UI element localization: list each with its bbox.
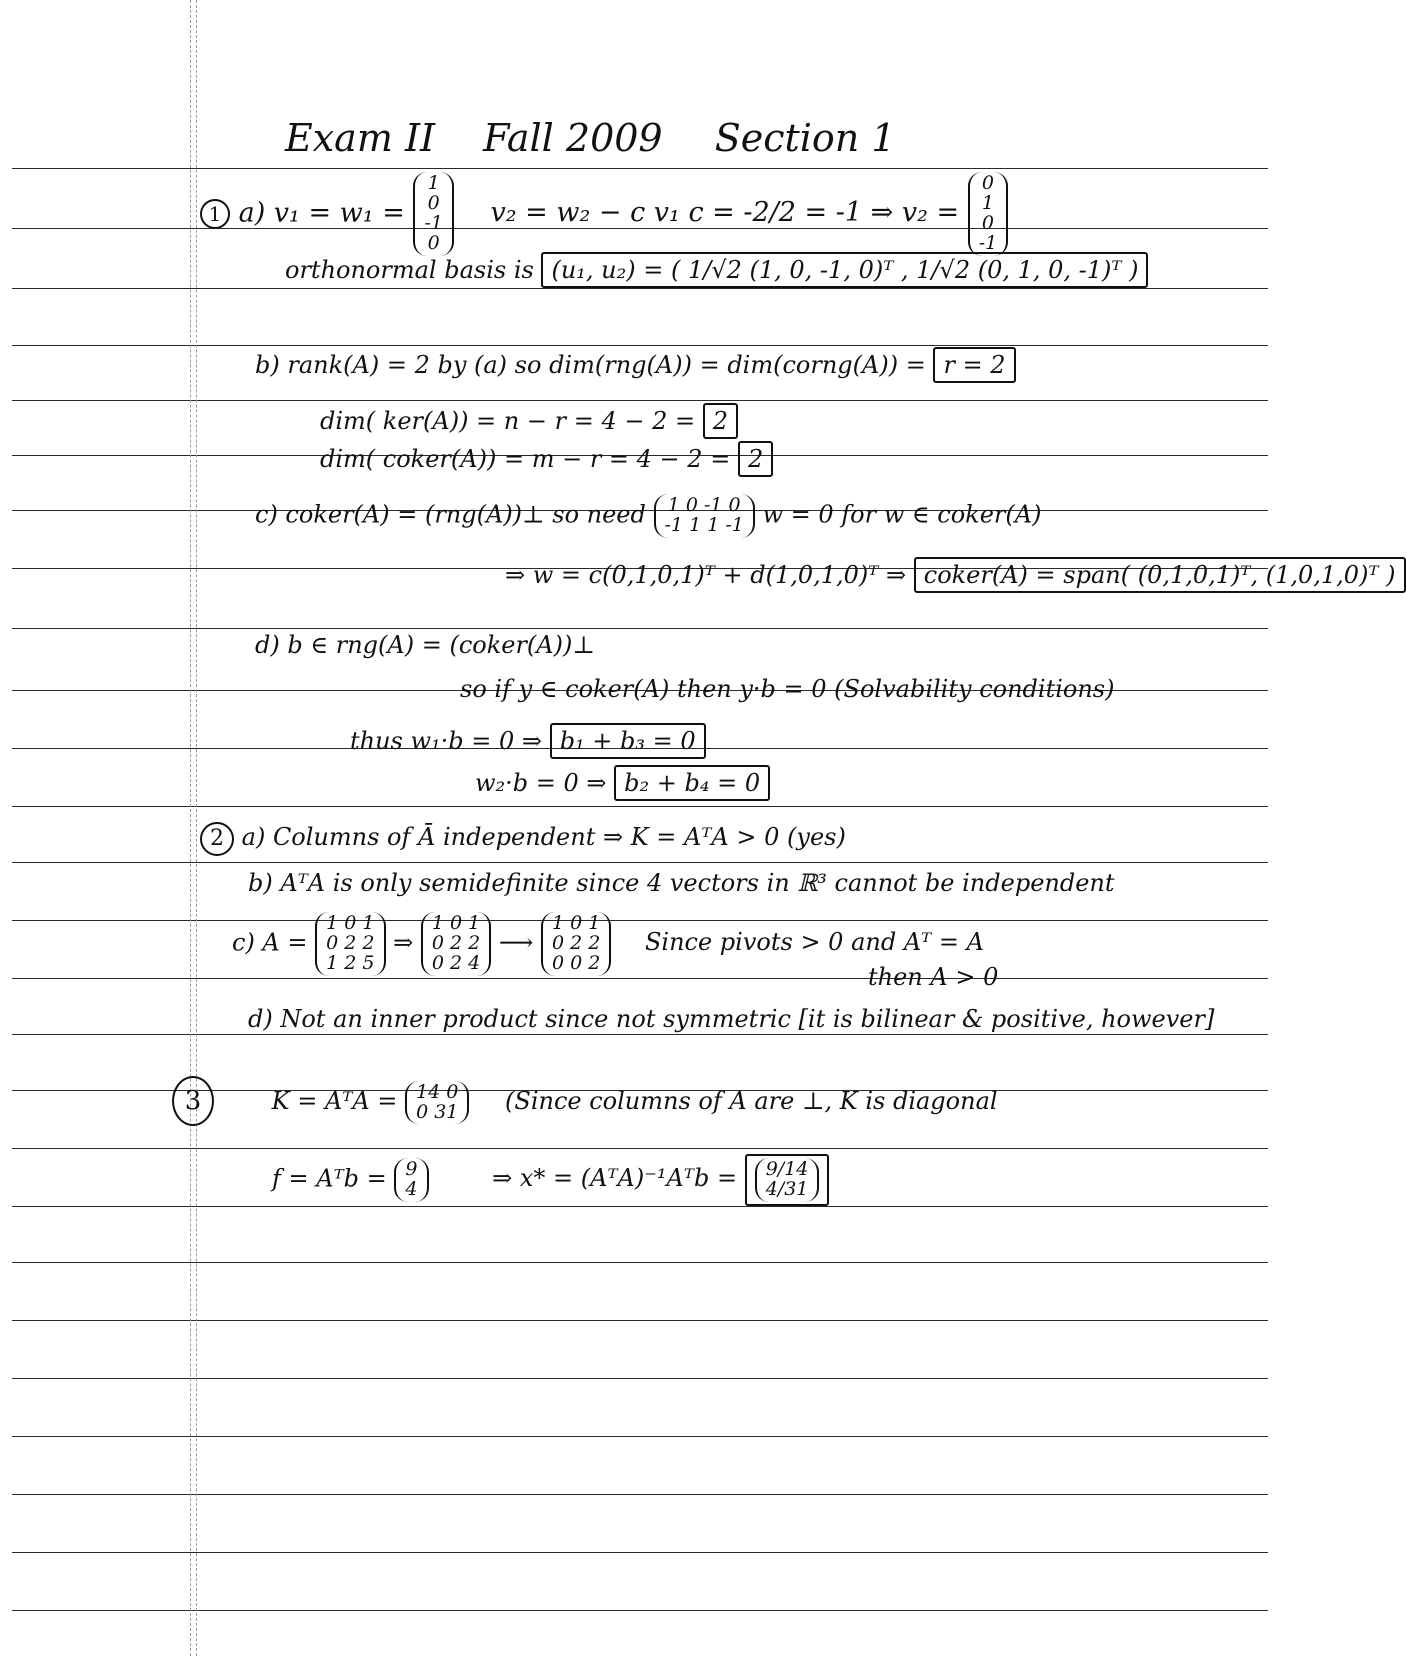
text: so if y ∈ coker(A) then y·b = 0 (Solvability conditions) [460,675,1115,703]
problem-2-part-d [248,1006,1214,1032]
text: K = AᵀA = [271,1087,398,1115]
vector-v2: 0 1 0 -1 [968,172,1009,256]
text: v₂ = w₂ − c v₁ c = -2/2 = -1 ⇒ v₂ = [490,197,960,229]
text: Since pivots > 0 and Aᵀ = A [644,928,984,957]
problem-number: 2 [200,822,234,856]
arrow: ⇒ [393,928,414,957]
problem-1-part-d-line-4 [475,770,770,796]
text: dim( coker(A)) = m − r = 4 − 2 = [320,445,731,473]
text: d) Not an inner product since not symmetric [it is bilinear & positive, however] [248,1005,1215,1033]
rank-answer: r = 2 [933,347,1015,383]
problem-1-part-d-line-2 [460,676,1114,702]
text: orthonormal basis is [285,256,534,284]
problem-1-part-b-line-1 [255,352,1016,378]
ruled-line [12,806,1268,807]
ruled-line [12,1436,1268,1437]
text: w = 0 for w ∈ coker(A) [762,500,1042,529]
vector-f: 9 4 [394,1158,428,1202]
matrix-step-3: 1 0 1 0 2 2 0 0 2 [541,912,611,976]
matrix-step-2: 1 0 1 0 2 2 0 2 4 [421,912,491,976]
orthonormal-basis-answer: (u₁, u₂) = ( 1/√2 (1, 0, -1, 0)ᵀ , 1/√2 (0, 1, 0, -1)ᵀ ) [541,252,1148,288]
problem-1-part-a-line-2 [285,257,1148,283]
ruled-line [12,1378,1268,1379]
ruled-line [12,628,1268,629]
ruled-line [12,1034,1268,1035]
arrow: ⟶ [498,928,534,957]
matrix-A: 1 0 -1 0 -1 1 1 -1 [654,494,755,538]
matrix-K: 14 0 0 31 [405,1081,469,1125]
text: thus w₁·b = 0 ⇒ [350,727,543,755]
solvability-condition-1: b₁ + b₃ = 0 [550,723,706,759]
problem-1-part-a-line-1 [200,172,1008,256]
problem-2-part-b [248,870,1115,896]
problem-number: 3 [172,1076,214,1126]
problem-1-part-c-line-1 [255,494,1041,538]
matrix-step-1: 1 0 1 0 2 2 1 2 5 [315,912,385,976]
problem-3-line-2 [272,1154,829,1206]
text: then A > 0 [868,963,999,991]
ruled-line [12,288,1268,289]
vector-v1: 1 0 -1 0 [413,172,454,256]
margin-line [196,0,197,1656]
problem-1-part-d-line-1 [255,632,595,658]
ruled-line [12,1610,1268,1611]
problem-2-part-a [200,822,846,856]
text: c) A = [232,928,308,957]
term-text: Fall 2009 [483,116,663,160]
problem-number: 1 [200,199,230,229]
ruled-line [12,168,1268,169]
solvability-condition-2: b₂ + b₄ = 0 [614,765,770,801]
ruled-line [12,400,1268,401]
ruled-line [12,1206,1268,1207]
text: f = Aᵀb = [272,1164,387,1193]
ruled-line [12,1148,1268,1149]
text: w₂·b = 0 ⇒ [475,769,607,797]
text: ⇒ w = c(0,1,0,1)ᵀ + d(1,0,1,0)ᵀ ⇒ [505,561,907,589]
section-text: Section 1 [714,116,896,160]
text: d) b ∈ rng(A) = (coker(A))⊥ [255,631,595,659]
text: b) rank(A) = 2 by (a) so dim(rng(A)) = dim(corng(A)) = [255,351,926,379]
exam-title [285,118,896,160]
margin-line [190,0,191,1656]
problem-1-part-b-line-2 [320,408,738,434]
ruled-line [12,1262,1268,1263]
text: (Since columns of A are ⊥, K is diagonal [505,1087,998,1115]
problem-1-part-b-line-3 [320,446,773,472]
text: dim( ker(A)) = n − r = 4 − 2 = [320,407,696,435]
title-text: Exam II [285,116,435,160]
ruled-line [12,862,1268,863]
ruled-line [12,1320,1268,1321]
ruled-line [12,978,1268,979]
vector-x-star: 9/14 4/31 [755,1158,820,1202]
text: a) v₁ = w₁ = [238,197,405,229]
problem-1-part-c-line-2 [505,562,1406,588]
text: b) AᵀA is only semidefinite since 4 vectors in ℝ³ cannot be independent [248,869,1115,897]
ker-dim-answer: 2 [703,403,738,439]
text: ⇒ x* = (AᵀA)⁻¹Aᵀb = [492,1164,738,1193]
ruled-line [12,1552,1268,1553]
problem-1-part-d-line-3 [350,728,706,754]
problem-3-line-1 [172,1076,998,1126]
problem-2-part-c-note [868,964,998,990]
ruled-line [12,1494,1268,1495]
text: c) coker(A) = (rng(A))⊥ so need [255,500,646,529]
coker-dim-answer: 2 [738,441,773,477]
coker-span-answer: coker(A) = span( (0,1,0,1)ᵀ, (1,0,1,0)ᵀ ) [914,557,1406,593]
ruled-line [12,345,1268,346]
least-squares-answer [745,1154,830,1206]
text: a) Columns of Ā independent ⇒ K = AᵀA > 0 (yes) [241,823,846,851]
